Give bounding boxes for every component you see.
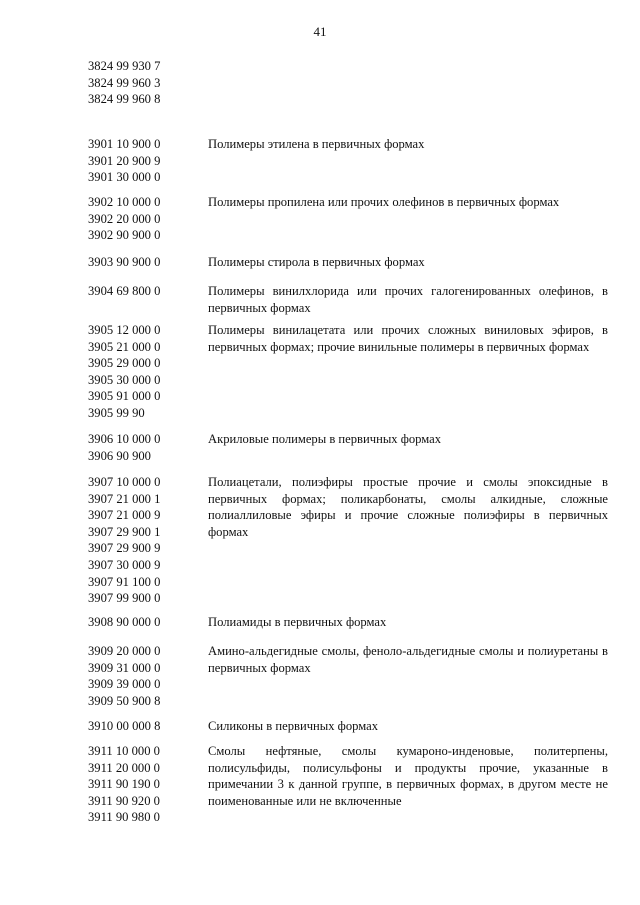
code-list — [88, 322, 198, 422]
code: 3908 90 000 0 — [88, 615, 161, 629]
code: 3906 90 900 — [88, 448, 151, 463]
code-list — [88, 136, 198, 186]
code-list — [88, 283, 198, 300]
description: Полимеры пропилена или прочих олефинов в первичных формах — [208, 195, 560, 209]
code-list — [88, 743, 198, 826]
code: 3907 10 000 0 — [88, 475, 161, 489]
code: 3902 20 000 0 — [88, 211, 161, 226]
code: 3907 29 900 1 — [88, 524, 161, 539]
description: Полимеры стирола в первичных формах — [208, 255, 425, 269]
code: 3905 99 90 — [88, 405, 145, 420]
code: 3904 69 800 0 — [88, 284, 161, 298]
code-list — [88, 254, 198, 271]
code: 3911 90 190 0 — [88, 777, 160, 792]
code: 3911 90 920 0 — [88, 793, 160, 808]
code: 3907 30 000 9 — [88, 557, 161, 572]
code-list — [88, 58, 198, 108]
code: 3905 91 000 0 — [88, 389, 161, 404]
code: 3907 29 900 9 — [88, 541, 161, 556]
description: Полимеры этилена в первичных формах — [208, 137, 425, 151]
code-list — [88, 614, 198, 631]
code: 3911 90 980 0 — [88, 810, 160, 825]
description: Полиацетали, полиэфиры простые прочие и смолы эпоксидные в первичных формах; поликарбонаты, смолы алкидные, сложные полиаллиловые эфиры и прочие сложные полиэфиры в первичных формах — [208, 475, 608, 539]
code: 3909 50 900 8 — [88, 693, 161, 708]
code: 3901 30 000 0 — [88, 170, 161, 185]
code: 3824 99 930 7 — [88, 59, 161, 73]
code: 3911 20 000 0 — [88, 760, 160, 775]
code: 3910 00 000 8 — [88, 719, 161, 733]
code: 3824 99 960 3 — [88, 75, 161, 90]
code: 3901 10 900 0 — [88, 137, 161, 151]
description: Смолы нефтяные, смолы кумароно-инденовые, политерпены, полисульфиды, полисульфоны и продукты прочие, указанные в примечании 3 к данной группе, в первичных формах, в другом месте не поименованные или не включенные — [208, 744, 608, 808]
code: 3905 21 000 0 — [88, 339, 161, 354]
code-list — [88, 194, 198, 244]
code: 3907 99 900 0 — [88, 591, 161, 606]
description: Полимеры винилацетата или прочих сложных виниловых эфиров, в первичных формах; прочие винильные полимеры в первичных формах — [208, 323, 608, 354]
code: 3909 31 000 0 — [88, 660, 161, 675]
code: 3909 20 000 0 — [88, 644, 161, 658]
description: Силиконы в первичных формах — [208, 719, 379, 733]
code: 3907 21 000 9 — [88, 508, 161, 523]
code: 3901 20 900 9 — [88, 153, 161, 168]
code: 3905 12 000 0 — [88, 323, 161, 337]
code: 3907 21 000 1 — [88, 491, 161, 506]
description: Акриловые полимеры в первичных формах — [208, 432, 442, 446]
code: 3902 10 000 0 — [88, 195, 161, 209]
code: 3905 30 000 0 — [88, 372, 161, 387]
code: 3909 39 000 0 — [88, 677, 161, 692]
code-list — [88, 718, 198, 735]
description: Полимеры винилхлорида или прочих галогенированных олефинов, в первичных формах — [208, 284, 608, 315]
page-number: 41 — [313, 24, 327, 39]
code: 3824 99 960 8 — [88, 92, 161, 107]
code-list — [88, 431, 198, 464]
code: 3902 90 900 0 — [88, 228, 161, 243]
code: 3911 10 000 0 — [88, 744, 160, 758]
description: Полиамиды в первичных формах — [208, 615, 387, 629]
description: Амино-альдегидные смолы, феноло-альдегидные смолы и полиуретаны в первичных формах — [208, 644, 608, 675]
code: 3905 29 000 0 — [88, 356, 161, 371]
code: 3906 10 000 0 — [88, 432, 161, 446]
code-list — [88, 474, 198, 607]
code: 3907 91 100 0 — [88, 574, 161, 589]
code: 3903 90 900 0 — [88, 255, 161, 269]
code-list — [88, 643, 198, 709]
